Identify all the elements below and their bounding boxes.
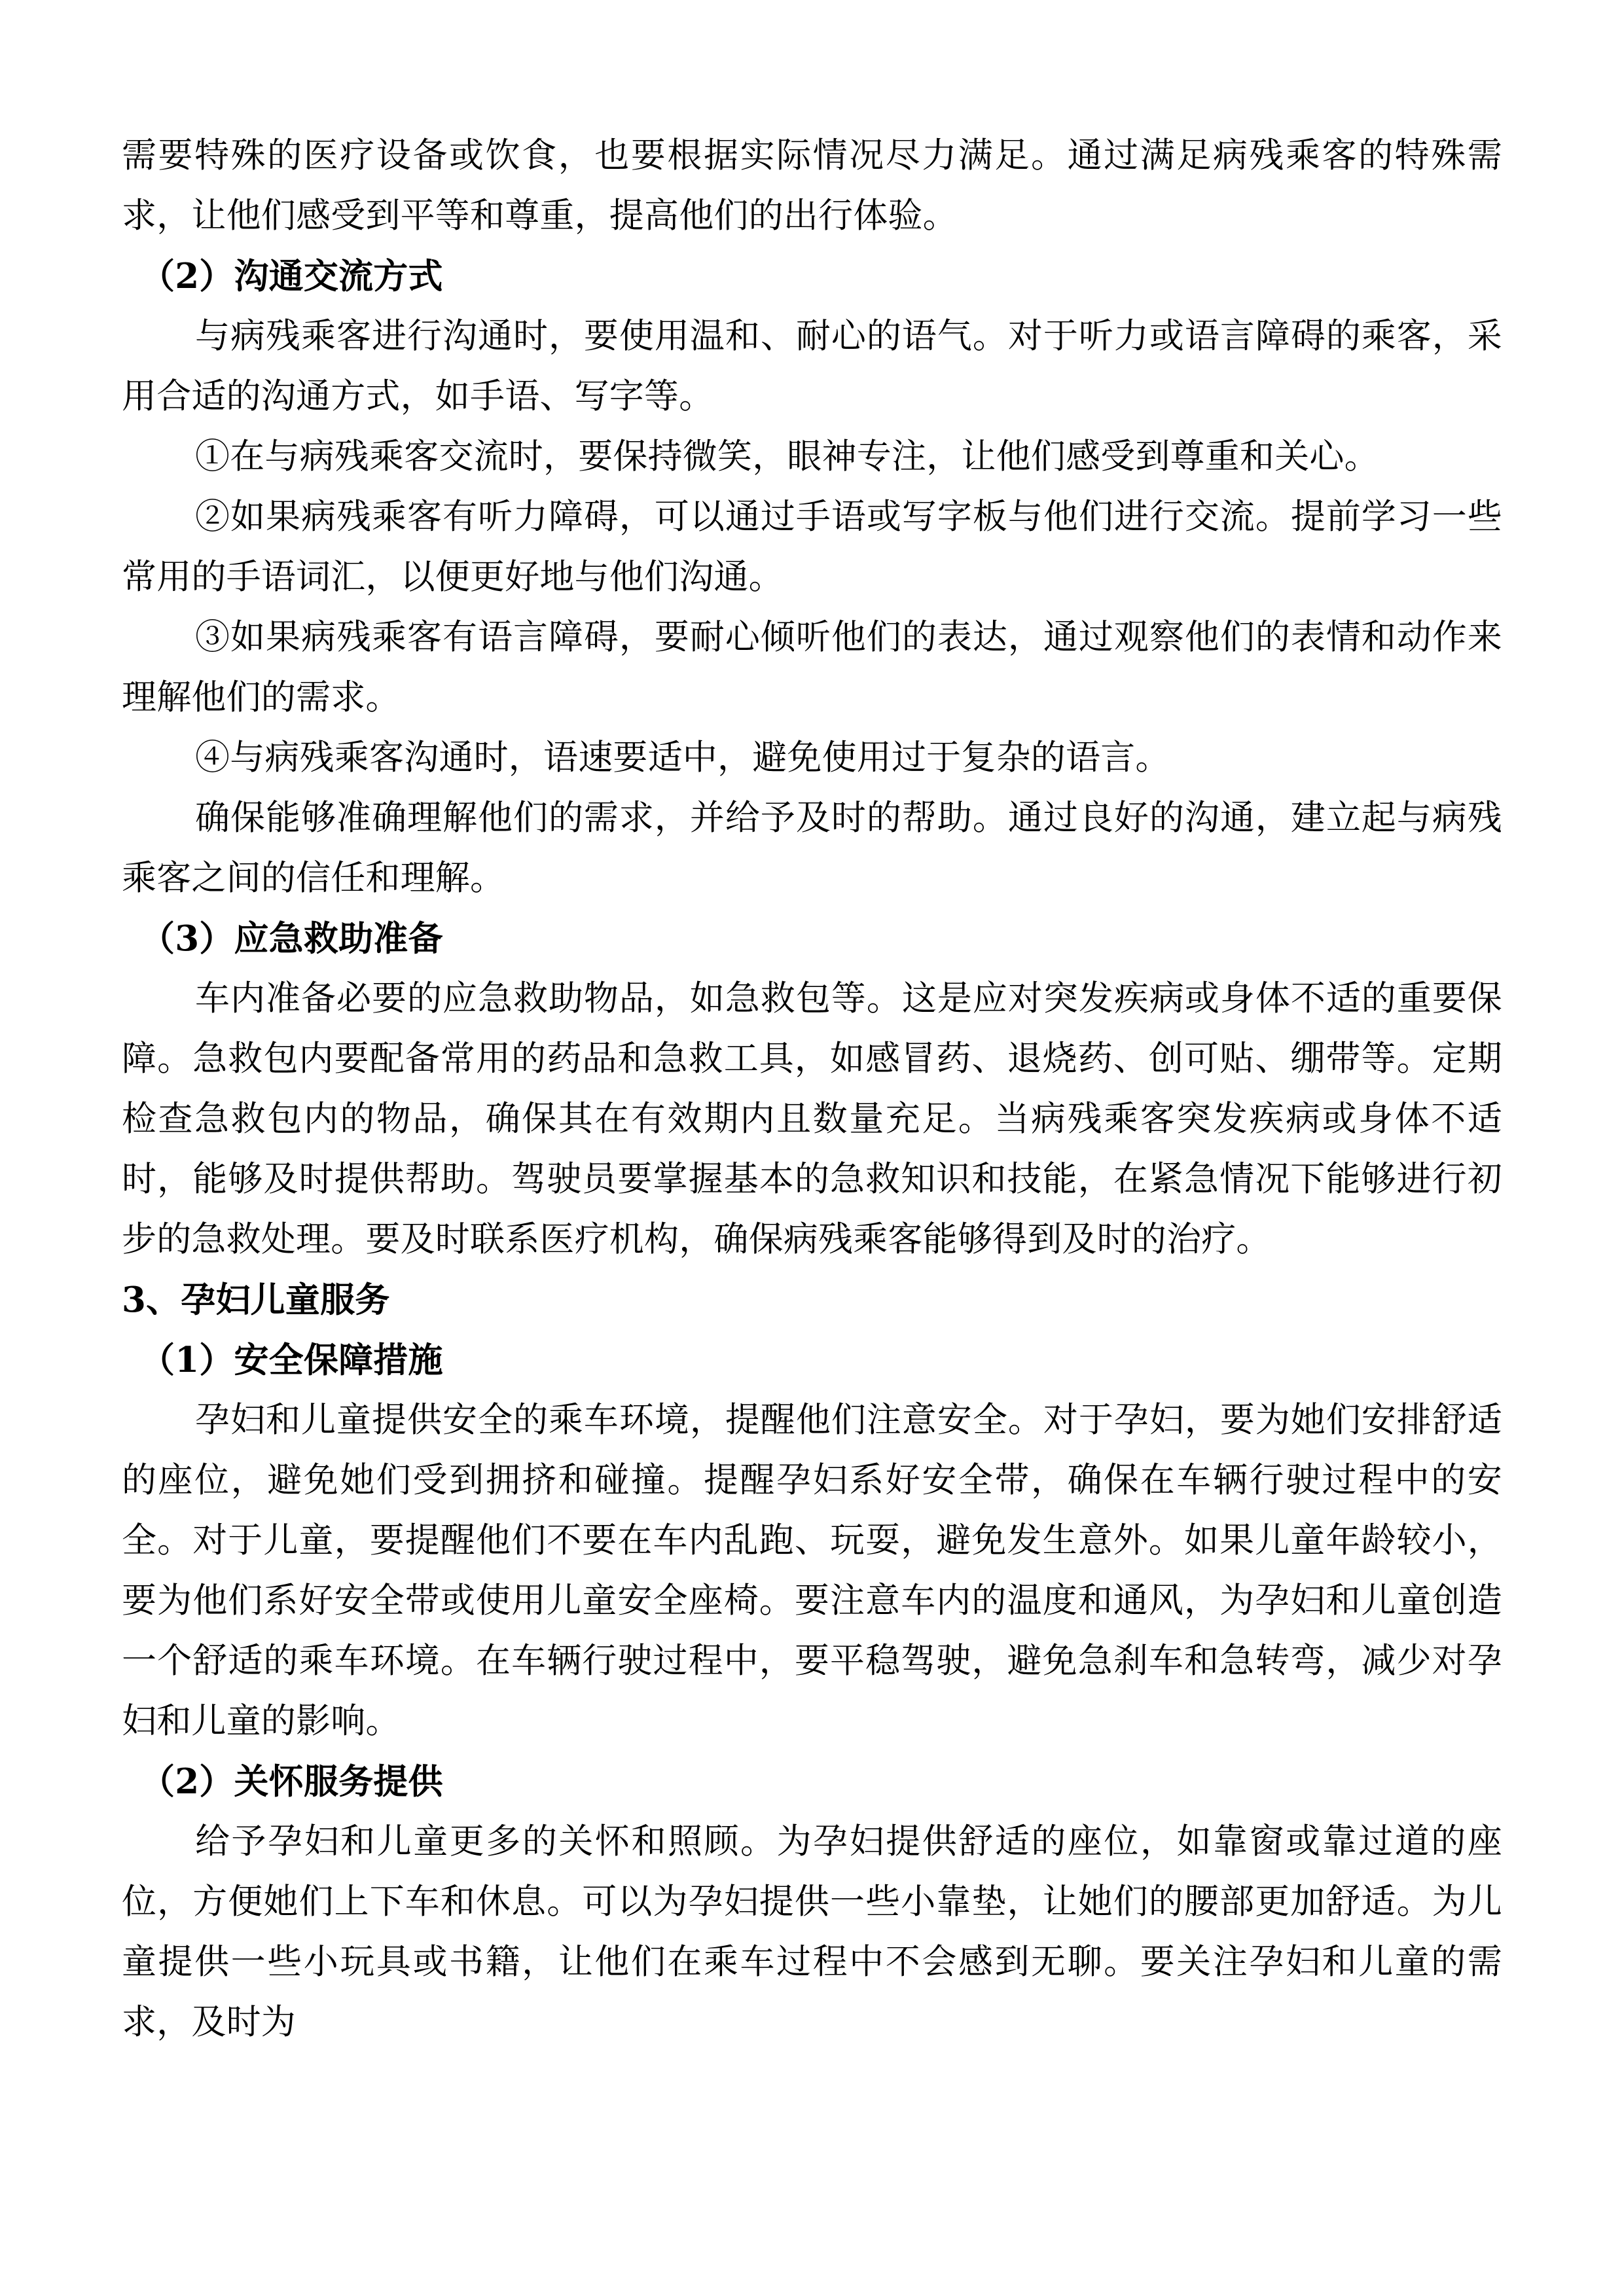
- paragraph-communication-intro: 与病残乘客进行沟通时，要使用温和、耐心的语气。对于听力或语言障碍的乘客，采用合适的沟通方式，如手语、写字等。: [122, 316, 1502, 416]
- document-body: [122, 126, 1502, 2053]
- heading-section-pregnant-children-service: 3、孕妇儿童服务: [122, 1280, 390, 1320]
- heading-care-service-provision: （2）关怀服务提供: [140, 1761, 443, 1802]
- heading-safety-measures: （1）安全保障措施: [140, 1340, 443, 1380]
- paragraph-continued: 需要特殊的医疗设备或饮食，也要根据实际情况尽力满足。通过满足病残乘客的特殊需求，让他们感受到平等和尊重，提高他们的出行体验。: [122, 135, 1502, 236]
- list-item: ②如果病残乘客有听力障碍，可以通过手语或写字板与他们进行交流。提前学习一些常用的手语词汇，以便更好地与他们沟通。: [122, 497, 1502, 597]
- list-item: ④与病残乘客沟通时，语速要适中，避免使用过于复杂的语言。: [195, 738, 1170, 778]
- heading-emergency-aid-preparation: （3）应急救助准备: [140, 918, 443, 959]
- list-item: ①在与病残乘客交流时，要保持微笑，眼神专注，让他们感受到尊重和关心。: [195, 437, 1379, 476]
- list-item: ③如果病残乘客有语言障碍，要耐心倾听他们的表达，通过观察他们的表情和动作来理解他们的需求。: [122, 617, 1502, 717]
- paragraph-communication-outro: 确保能够准确理解他们的需求，并给予及时的帮助。通过良好的沟通，建立起与病残乘客之间的信任和理解。: [122, 798, 1502, 898]
- heading-communication-methods: （2）沟通交流方式: [140, 256, 443, 296]
- paragraph-care-service: 给予孕妇和儿童更多的关怀和照顾。为孕妇提供舒适的座位，如靠窗或靠过道的座位，方便她们上下车和休息。可以为孕妇提供一些小靠垫，让她们的腰部更加舒适。为儿童提供一些小玩具或书籍，让他们在乘车过程中不会感到无聊。要关注孕妇和儿童的需求，及时为: [122, 1821, 1502, 2042]
- paragraph-safety-measures: 孕妇和儿童提供安全的乘车环境，提醒他们注意安全。对于孕妇，要为她们安排舒适的座位，避免她们受到拥挤和碰撞。提醒孕妇系好安全带，确保在车辆行驶过程中的安全。对于儿童，要提醒他们不要在车内乱跑、玩耍，避免发生意外。如果儿童年龄较小，要为他们系好安全带或使用儿童安全座椅。要注意车内的温度和通风，为孕妇和儿童创造一个舒适的乘车环境。在车辆行驶过程中，要平稳驾驶，避免急刹车和急转弯，减少对孕妇和儿童的影响。: [122, 1400, 1502, 1741]
- paragraph-emergency-aid: 车内准备必要的应急救助物品，如急救包等。这是应对突发疾病或身体不适的重要保障。急救包内要配备常用的药品和急救工具，如感冒药、退烧药、创可贴、绷带等。定期检查急救包内的物品，确保其在有效期内且数量充足。当病残乘客突发疾病或身体不适时，能够及时提供帮助。驾驶员要掌握基本的急救知识和技能，在紧急情况下能够进行初步的急救处理。要及时联系医疗机构，确保病残乘客能够得到及时的治疗。: [122, 978, 1502, 1259]
